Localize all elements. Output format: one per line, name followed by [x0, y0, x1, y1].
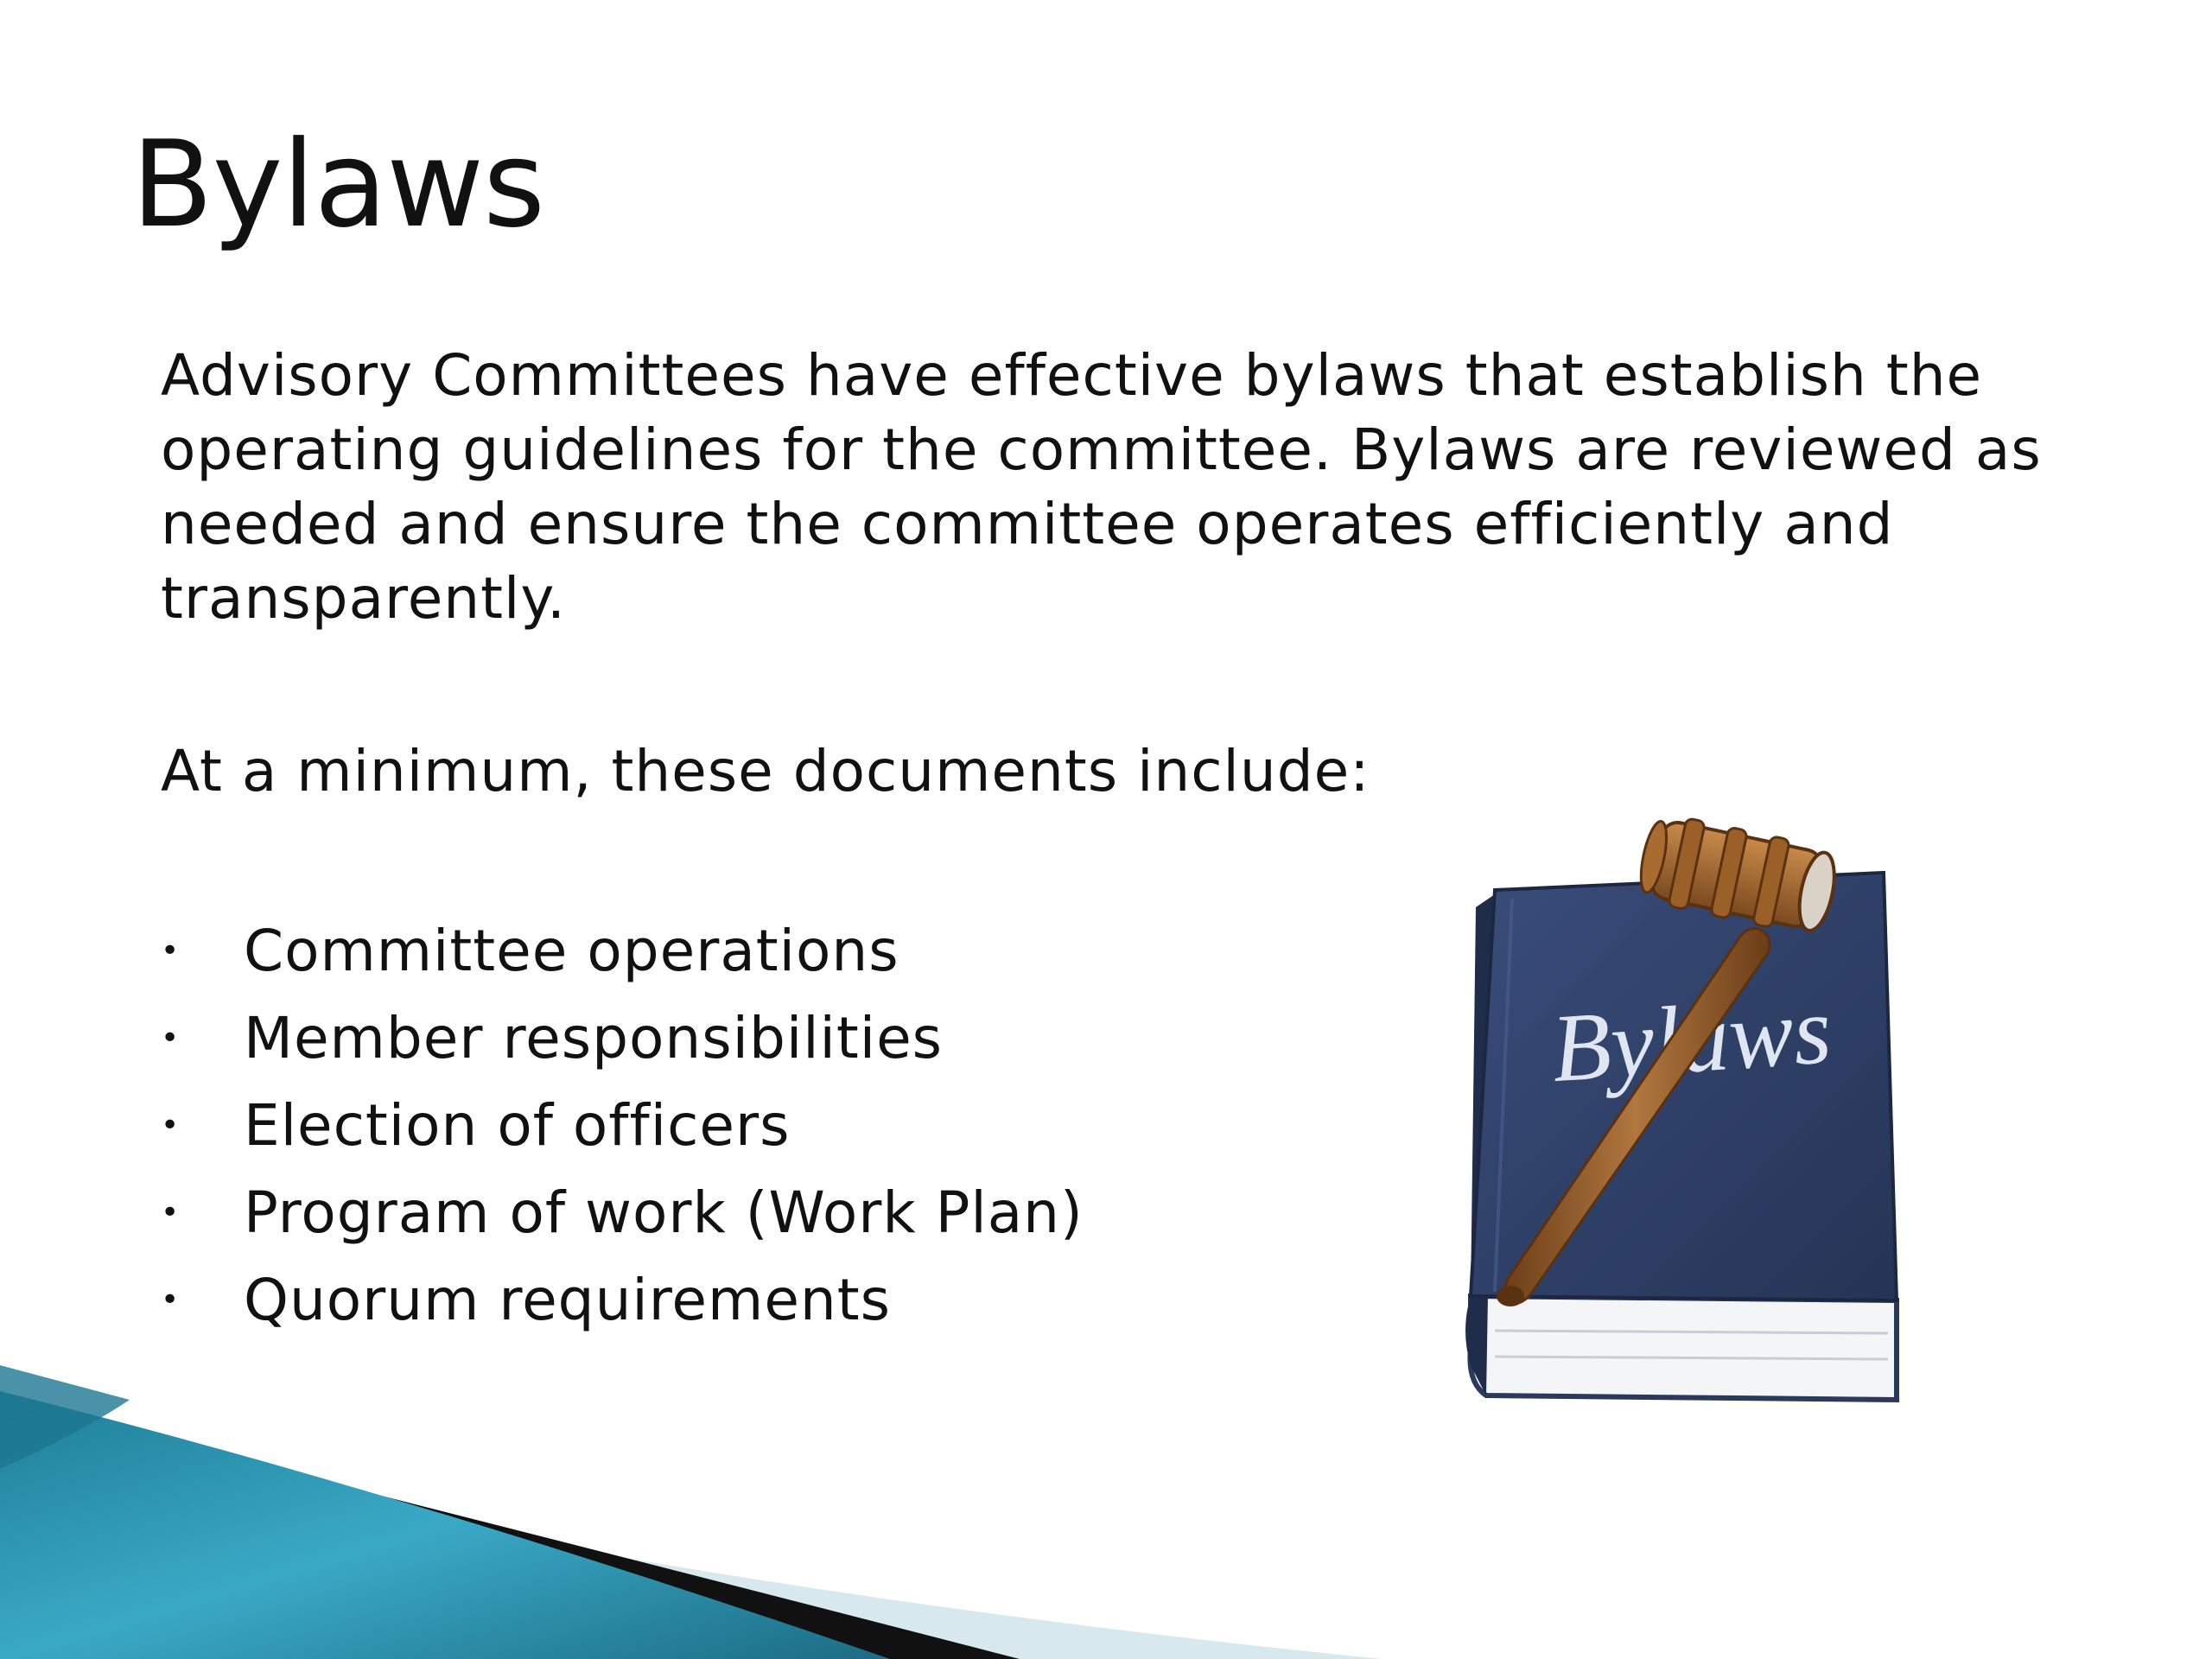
slide-title: Bylaws — [131, 115, 545, 254]
lead-text: At a minimum, these documents include: — [161, 738, 1370, 804]
bullet-icon: • — [161, 1282, 181, 1318]
list-item — [161, 1082, 1084, 1169]
book-icon — [1465, 873, 1897, 1400]
list-item-label: Member responsibilities — [244, 1005, 944, 1071]
list-item — [161, 1169, 1084, 1256]
list-item-label: Program of work (Work Plan) — [244, 1179, 1084, 1246]
bullet-icon: • — [161, 1108, 181, 1143]
bullet-list — [161, 907, 1084, 1344]
bullet-icon: • — [161, 1195, 181, 1230]
list-item-label: Quorum requirements — [244, 1267, 892, 1333]
list-item — [161, 1256, 1084, 1344]
bullet-icon: • — [161, 933, 181, 969]
intro-paragraph: Advisory Committees have effective bylaws that establish the operating guidelines for the committee. Bylaws are reviewed as needed and ensure the committee operates efficiently and transparently. — [161, 342, 2042, 632]
list-item — [161, 907, 1084, 995]
decorative-swoosh — [0, 1365, 1382, 1659]
bullet-icon: • — [161, 1020, 181, 1056]
bylaws-illustration — [1460, 812, 1927, 1434]
list-item-label: Committee operations — [244, 918, 899, 984]
list-item-label: Election of officers — [244, 1092, 791, 1159]
list-item — [161, 995, 1084, 1082]
